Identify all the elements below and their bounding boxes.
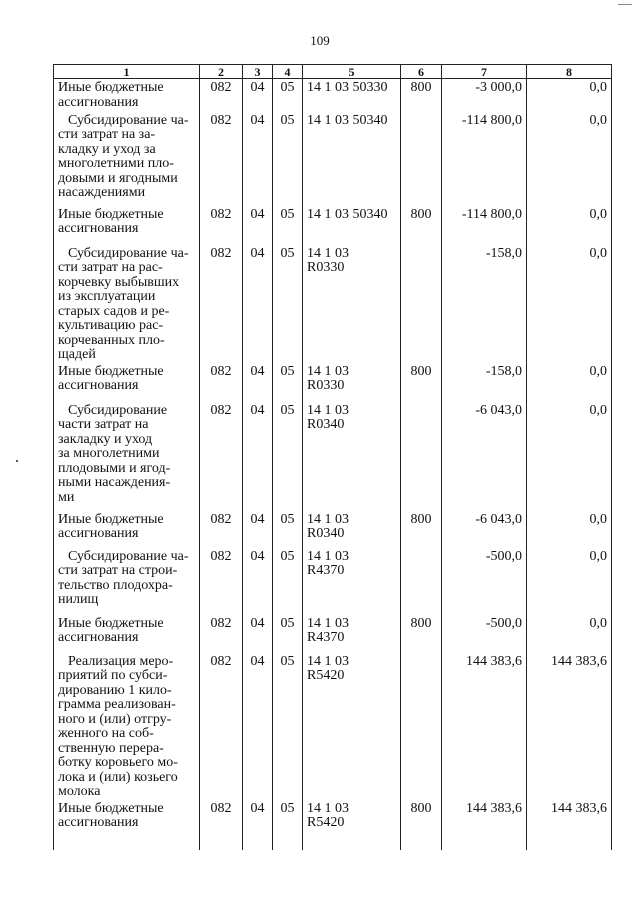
cell-section-code: 04 [243, 615, 273, 653]
cell-amount-next: 0,0 [527, 363, 612, 402]
cell-ministry-code: 082 [200, 112, 243, 206]
cell-ministry-code: 082 [200, 511, 243, 548]
cell-subsection-code: 05 [273, 800, 303, 850]
table-row [54, 363, 612, 402]
table-body [54, 79, 612, 850]
cell-amount-next: 0,0 [527, 112, 612, 206]
cell-amount-current: -114 800,0 [442, 112, 527, 206]
scan-dot-mark [16, 460, 18, 462]
column-header-4: 4 [273, 65, 303, 79]
cell-item-name: Иные бюджетные ассигнования [54, 511, 200, 548]
cell-item-name: Иные бюджетные ассигнования [54, 363, 200, 402]
cell-section-code: 04 [243, 206, 273, 245]
cell-subsection-code: 05 [273, 112, 303, 206]
cell-amount-next: 144 383,6 [527, 800, 612, 850]
table-row [54, 112, 612, 206]
cell-section-code: 04 [243, 402, 273, 511]
cell-ministry-code: 082 [200, 402, 243, 511]
cell-ministry-code: 082 [200, 653, 243, 800]
table-row [54, 548, 612, 615]
cell-amount-current: 144 383,6 [442, 653, 527, 800]
cell-expense-type: 800 [401, 363, 442, 402]
cell-amount-next: 0,0 [527, 402, 612, 511]
cell-amount-current: -500,0 [442, 615, 527, 653]
cell-amount-current: -114 800,0 [442, 206, 527, 245]
cell-expense-type: 800 [401, 615, 442, 653]
column-header-7: 7 [442, 65, 527, 79]
cell-item-name: Субсидирование части затрат на закладку и уход за многолетними плодовыми и ягод- ными насаждения- ми [54, 402, 200, 511]
table-row [54, 615, 612, 653]
cell-expense-type [401, 245, 442, 363]
cell-amount-next: 0,0 [527, 615, 612, 653]
cell-item-name: Реализация меро- приятий по субси- дированию 1 кило- грамма реализован- ного и (или) отгру- женного на соб- ственную перера- ботку коровьего мо- лока и (или) козьего молока [54, 653, 200, 800]
cell-item-name: Субсидирование ча- сти затрат на за- кладку и уход за многолетними пло- довыми и ягодными насаждениями [54, 112, 200, 206]
budget-table [53, 64, 612, 850]
cell-amount-next: 0,0 [527, 79, 612, 112]
cell-subsection-code: 05 [273, 511, 303, 548]
cell-expense-type: 800 [401, 511, 442, 548]
column-header-5: 5 [303, 65, 401, 79]
table-row [54, 206, 612, 245]
cell-amount-next: 0,0 [527, 206, 612, 245]
cell-ministry-code: 082 [200, 206, 243, 245]
cell-item-name: Иные бюджетные ассигнования [54, 206, 200, 245]
cell-expense-type [401, 112, 442, 206]
column-header-2: 2 [200, 65, 243, 79]
cell-amount-current: -158,0 [442, 245, 527, 363]
cell-expense-type: 800 [401, 79, 442, 112]
cell-amount-current: 144 383,6 [442, 800, 527, 850]
table-header-row [54, 65, 612, 79]
cell-subsection-code: 05 [273, 79, 303, 112]
cell-section-code: 04 [243, 548, 273, 615]
cell-expense-type [401, 402, 442, 511]
cell-subsection-code: 05 [273, 615, 303, 653]
cell-ministry-code: 082 [200, 548, 243, 615]
scan-corner-mark [618, 4, 632, 5]
table-row [54, 402, 612, 511]
cell-subsection-code: 05 [273, 245, 303, 363]
table-row [54, 79, 612, 112]
cell-target-article: 14 1 03 R4370 [303, 615, 401, 653]
cell-item-name: Субсидирование ча- сти затрат на строи- тельство плодохра- нилищ [54, 548, 200, 615]
cell-subsection-code: 05 [273, 206, 303, 245]
cell-subsection-code: 05 [273, 363, 303, 402]
column-header-8: 8 [527, 65, 612, 79]
cell-section-code: 04 [243, 800, 273, 850]
cell-target-article: 14 1 03 R0330 [303, 245, 401, 363]
cell-item-name: Субсидирование ча- сти затрат на рас- корчевку выбывших из эксплуатации старых садов и ре- культивацию рас- корчеванных пло- щадей [54, 245, 200, 363]
cell-expense-type: 800 [401, 206, 442, 245]
column-header-1: 1 [54, 65, 200, 79]
cell-amount-current: -6 043,0 [442, 402, 527, 511]
cell-amount-next: 0,0 [527, 245, 612, 363]
cell-target-article: 14 1 03 R0340 [303, 511, 401, 548]
cell-section-code: 04 [243, 79, 273, 112]
cell-target-article: 14 1 03 R0330 [303, 363, 401, 402]
cell-section-code: 04 [243, 511, 273, 548]
column-header-6: 6 [401, 65, 442, 79]
cell-target-article: 14 1 03 R4370 [303, 548, 401, 615]
cell-ministry-code: 082 [200, 79, 243, 112]
cell-item-name: Иные бюджетные ассигнования [54, 800, 200, 850]
cell-amount-current: -158,0 [442, 363, 527, 402]
cell-section-code: 04 [243, 245, 273, 363]
table-row [54, 653, 612, 800]
cell-amount-next: 144 383,6 [527, 653, 612, 800]
cell-target-article: 14 1 03 50330 [303, 79, 401, 112]
cell-section-code: 04 [243, 112, 273, 206]
column-header-3: 3 [243, 65, 273, 79]
cell-amount-next: 0,0 [527, 548, 612, 615]
cell-ministry-code: 082 [200, 615, 243, 653]
cell-target-article: 14 1 03 R5420 [303, 653, 401, 800]
table-row [54, 511, 612, 548]
cell-expense-type [401, 653, 442, 800]
cell-expense-type [401, 548, 442, 615]
cell-ministry-code: 082 [200, 245, 243, 363]
cell-amount-current: -500,0 [442, 548, 527, 615]
cell-subsection-code: 05 [273, 548, 303, 615]
cell-target-article: 14 1 03 50340 [303, 206, 401, 245]
cell-item-name: Иные бюджетные ассигнования [54, 79, 200, 112]
cell-ministry-code: 082 [200, 363, 243, 402]
cell-expense-type: 800 [401, 800, 442, 850]
table-row [54, 800, 612, 850]
table-row [54, 245, 612, 363]
cell-subsection-code: 05 [273, 653, 303, 800]
page-number: 109 [310, 33, 330, 48]
cell-amount-next: 0,0 [527, 511, 612, 548]
cell-target-article: 14 1 03 R5420 [303, 800, 401, 850]
cell-section-code: 04 [243, 363, 273, 402]
cell-item-name: Иные бюджетные ассигнования [54, 615, 200, 653]
cell-amount-current: -6 043,0 [442, 511, 527, 548]
cell-amount-current: -3 000,0 [442, 79, 527, 112]
cell-target-article: 14 1 03 R0340 [303, 402, 401, 511]
cell-subsection-code: 05 [273, 402, 303, 511]
cell-target-article: 14 1 03 50340 [303, 112, 401, 206]
cell-ministry-code: 082 [200, 800, 243, 850]
cell-section-code: 04 [243, 653, 273, 800]
